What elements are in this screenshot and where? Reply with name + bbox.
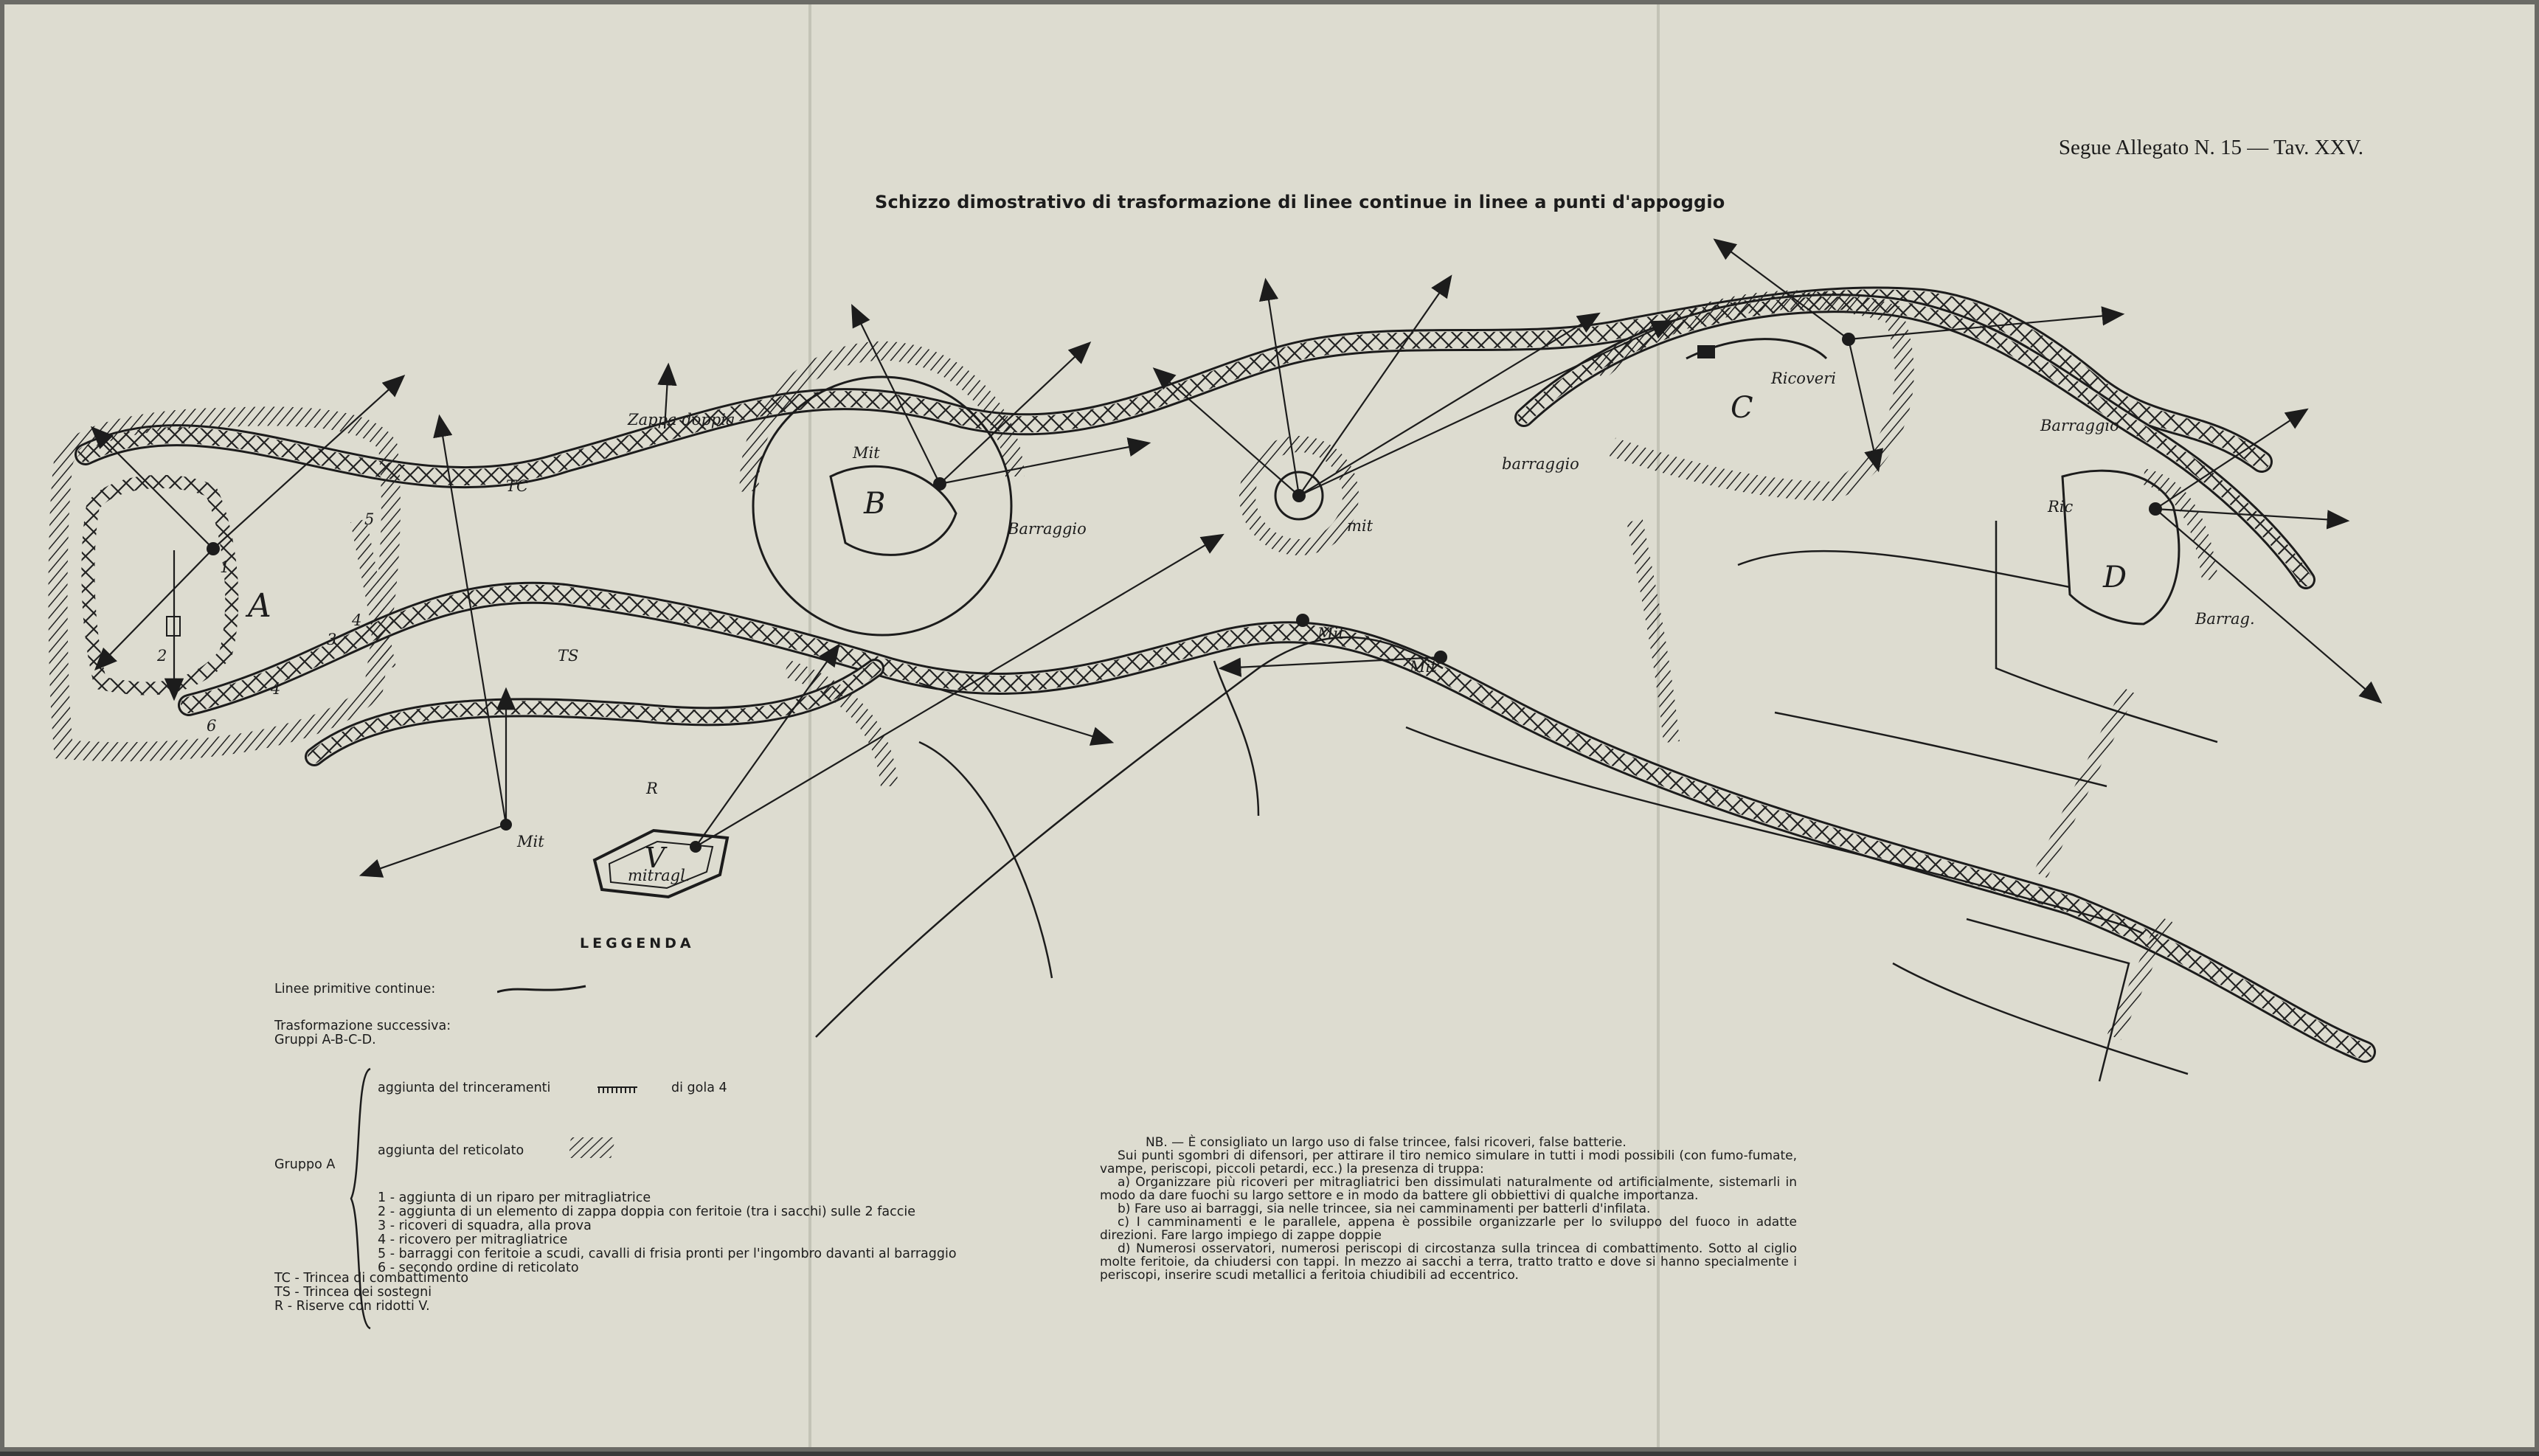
a-number-5: 5	[364, 510, 375, 528]
ric-d-annotation: Ric	[2048, 498, 2074, 516]
barrag-d-annotation: Barrag.	[2195, 610, 2255, 628]
note-block	[1100, 1136, 1797, 1282]
legend-gruppo-a: Gruppo A	[274, 1157, 336, 1172]
a-number-4b: 4	[271, 680, 281, 698]
barraggio-c-annotation: barraggio	[1502, 455, 1579, 473]
legend-wire-added: aggiunta del reticolato	[378, 1143, 524, 1158]
tc-annotation: TC	[506, 477, 529, 495]
mit-center-annotation: mit	[1347, 517, 1374, 535]
legend-item-6: 6 - secondo ordine di reticolato	[378, 1261, 579, 1275]
note-paragraph: a) Organizzare più ricoveri per mitragliatrici ben dissimulati naturalmente od artificialmente, sistemarli in modo da dare fuochi su largo settore e in modo da battere gli obbiettivi di qualche importanza.	[1100, 1175, 1797, 1203]
plate-reference: Segue Allegato N. 15 — Tav. XXV.	[2058, 136, 2363, 159]
legend-transformation: Trasformazione successiva:	[274, 1019, 451, 1033]
legend-abbrev-r: R - Riserve con ridotti V.	[274, 1299, 430, 1314]
group-a-label: A	[248, 587, 271, 625]
legend-heading: LEGGENDA	[580, 935, 695, 951]
a-number-2: 2	[157, 647, 167, 665]
a-number-3: 3	[327, 631, 337, 648]
note-paragraph: c) I camminamenti e le parallele, appena è possibile organizzarle per lo sviluppo del fuoco in adatte direzioni. Fare largo impiego di zappe doppie	[1100, 1215, 1797, 1243]
note-paragraph: b) Fare uso ai barraggi, sia nelle trincee, sia nei camminamenti per batterli d'infilata.	[1118, 1202, 1651, 1216]
legend-item-3: 3 - ricoveri di squadra, alla prova	[378, 1218, 592, 1233]
mit-v-annotation: Mit	[517, 833, 544, 850]
continuous-lines	[86, 297, 2365, 1052]
group-c-label: C	[1731, 391, 1753, 425]
zappa-doppia-annotation: Zappa doppia	[628, 411, 735, 429]
a-number-6: 6	[207, 717, 217, 735]
barraggio-b-annotation: Barraggio	[1008, 520, 1087, 538]
legend-item-5: 5 - barraggi con feritoie a scudi, cavalli di frisia pronti per l'ingombro davanti al barraggio	[378, 1247, 957, 1261]
note-paragraph: Sui punti sgombri di difensori, per attirare il tiro nemico simulare in tutti i modi possibili (con fumo-fumate, vampe, periscopi, piccoli petardi, ecc.) la presenza di truppa:	[1100, 1148, 1797, 1176]
trench-swatch	[596, 1083, 640, 1096]
primitive-line-swatch	[497, 982, 587, 996]
a-number-1: 1	[220, 558, 230, 576]
legend-primitive-lines: Linee primitive continue:	[274, 982, 436, 996]
reserve-redoubt-v	[500, 819, 727, 897]
group-c	[1598, 300, 1905, 742]
note-paragraph: d) Numerosi osservatori, numerosi periscopi di circostanza sulla trincea di combattimento. Sotto al ciglio molte feritoie, da chiudersi con tappi. In mezzo ai sacchi a terra, tratto tratto e dove si hanno specialmente i periscopi, inserire scudi metallici a feritoia chiudibili ad eccentrico.	[1100, 1241, 1797, 1283]
r-annotation: R	[646, 780, 658, 797]
mit-lower-annotation: Mit	[1410, 658, 1437, 676]
mit-b-annotation: Mit	[853, 444, 880, 462]
legend-item-1: 1 - aggiunta di un riparo per mitragliatrice	[378, 1190, 651, 1205]
communication-lines	[816, 521, 2217, 1081]
group-b	[749, 351, 1015, 786]
legend-abbrev-tc: TC - Trincea di combattimento	[274, 1271, 469, 1286]
mit-lower-annotation: Mit	[1317, 625, 1345, 642]
note-paragraph: NB. — È consigliato un largo uso di false trincee, falsi ricoveri, false batterie.	[1146, 1135, 1627, 1150]
legend-item-2: 2 - aggiunta di un elemento di zappa doppia con feritoie (tra i sacchi) sulle 2 faccie	[378, 1204, 916, 1219]
legend-groups: Gruppi A-B-C-D.	[274, 1033, 376, 1047]
barraggio-d-annotation: Barraggio	[2040, 417, 2119, 434]
legend-trenches-added: aggiunta del trinceramenti	[378, 1081, 551, 1095]
ts-annotation: TS	[558, 647, 579, 665]
a-number-4: 4	[352, 611, 362, 629]
ricoveri-c-annotation: Ricoveri	[1771, 370, 1836, 387]
wire-swatch	[569, 1131, 621, 1164]
group-b-label: B	[864, 487, 886, 521]
legend-abbrev-ts: TS - Trincea dei sostegni	[274, 1285, 432, 1300]
legend-gola: di gola 4	[671, 1081, 727, 1095]
redoubt-v-label: V	[645, 842, 665, 874]
map-title: Schizzo dimostrativo di trasformazione di linee continue in linee a punti d'appoggio	[875, 192, 1725, 212]
group-d-label: D	[2103, 561, 2127, 594]
mitragl-v-annotation: mitragl.	[628, 867, 690, 884]
legend-item-4: 4 - ricovero per mitragliatrice	[378, 1233, 568, 1247]
